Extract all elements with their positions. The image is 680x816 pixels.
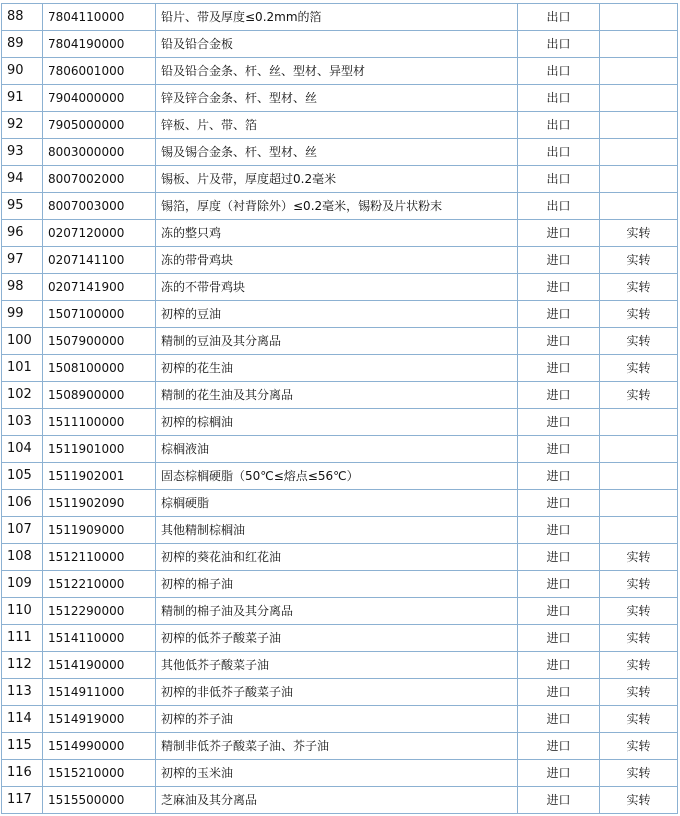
product-name-cell: 铅片、带及厚度≤0.2mm的箔 [156,4,518,31]
product-name-cell: 初榨的芥子油 [156,706,518,733]
table-row [2,787,678,814]
hs-code-cell: 7905000000 [43,112,156,139]
row-number-cell: 90 [2,58,43,85]
trade-direction-cell: 出口 [518,31,600,58]
hs-code-cell: 1514190000 [43,652,156,679]
product-name-cell: 芝麻油及其分离品 [156,787,518,814]
product-name-cell: 初榨的非低芥子酸菜子油 [156,679,518,706]
transfer-mode-cell: 实转 [600,598,678,625]
transfer-mode-cell: 实转 [600,382,678,409]
product-name-cell: 初榨的棉子油 [156,571,518,598]
product-name-cell: 棕榈液油 [156,436,518,463]
table-row [2,463,678,490]
table-row [2,382,678,409]
transfer-mode-cell [600,193,678,220]
trade-direction-cell: 出口 [518,58,600,85]
row-number-cell: 108 [2,544,43,571]
product-name-cell: 其他低芥子酸菜子油 [156,652,518,679]
row-number-cell: 103 [2,409,43,436]
row-number-cell: 109 [2,571,43,598]
product-name-cell: 冻的带骨鸡块 [156,247,518,274]
trade-direction-cell: 进口 [518,247,600,274]
trade-direction-cell: 进口 [518,517,600,544]
product-name-cell: 精制的豆油及其分离品 [156,328,518,355]
trade-direction-cell: 进口 [518,679,600,706]
transfer-mode-cell [600,517,678,544]
trade-direction-cell: 进口 [518,328,600,355]
hs-code-cell: 0207120000 [43,220,156,247]
transfer-mode-cell [600,85,678,112]
transfer-mode-cell [600,139,678,166]
table-row [2,733,678,760]
row-number-cell: 117 [2,787,43,814]
product-name-cell: 棕榈硬脂 [156,490,518,517]
table-row [2,274,678,301]
hs-code-cell: 8003000000 [43,139,156,166]
product-name-cell: 冻的不带骨鸡块 [156,274,518,301]
transfer-mode-cell [600,436,678,463]
row-number-cell: 110 [2,598,43,625]
product-name-cell: 锌及锌合金条、杆、型材、丝 [156,85,518,112]
product-name-cell: 精制的花生油及其分离品 [156,382,518,409]
trade-direction-cell: 进口 [518,652,600,679]
hs-code-cell: 0207141900 [43,274,156,301]
table-row [2,625,678,652]
product-name-cell: 初榨的棕榈油 [156,409,518,436]
hs-code-cell: 1511100000 [43,409,156,436]
transfer-mode-cell: 实转 [600,328,678,355]
table-row [2,436,678,463]
hs-code-cell: 7904000000 [43,85,156,112]
product-name-cell: 初榨的玉米油 [156,760,518,787]
transfer-mode-cell: 实转 [600,625,678,652]
hs-code-cell: 0207141100 [43,247,156,274]
trade-direction-cell: 进口 [518,625,600,652]
product-name-cell: 初榨的葵花油和红花油 [156,544,518,571]
hs-code-cell: 1508900000 [43,382,156,409]
hs-code-cell: 1508100000 [43,355,156,382]
transfer-mode-cell: 实转 [600,274,678,301]
row-number-cell: 95 [2,193,43,220]
product-name-cell: 冻的整只鸡 [156,220,518,247]
transfer-mode-cell: 实转 [600,733,678,760]
trade-direction-cell: 进口 [518,355,600,382]
trade-direction-cell: 进口 [518,382,600,409]
product-name-cell: 初榨的豆油 [156,301,518,328]
transfer-mode-cell [600,463,678,490]
table-row [2,4,678,31]
transfer-mode-cell: 实转 [600,247,678,274]
table-row [2,85,678,112]
product-name-cell: 固态棕榈硬脂（50℃≤熔点≤56℃） [156,463,518,490]
product-name-cell: 初榨的花生油 [156,355,518,382]
trade-direction-cell: 进口 [518,463,600,490]
table-row [2,193,678,220]
transfer-mode-cell [600,112,678,139]
product-name-cell: 锡板、片及带，厚度超过0.2毫米 [156,166,518,193]
table-row [2,760,678,787]
transfer-mode-cell [600,166,678,193]
row-number-cell: 114 [2,706,43,733]
table-row [2,166,678,193]
table-row [2,517,678,544]
hs-code-cell: 1515210000 [43,760,156,787]
hs-code-cell: 1507100000 [43,301,156,328]
hs-code-cell: 1507900000 [43,328,156,355]
table-row [2,544,678,571]
trade-direction-cell: 进口 [518,490,600,517]
hs-code-cell: 1514911000 [43,679,156,706]
row-number-cell: 111 [2,625,43,652]
product-name-cell: 锌板、片、带、箔 [156,112,518,139]
hs-code-cell: 1514110000 [43,625,156,652]
hs-code-cell: 1511902090 [43,490,156,517]
transfer-mode-cell [600,31,678,58]
table-row [2,409,678,436]
trade-direction-cell: 出口 [518,193,600,220]
row-number-cell: 113 [2,679,43,706]
goods-table [1,3,678,814]
trade-direction-cell: 进口 [518,706,600,733]
row-number-cell: 112 [2,652,43,679]
row-number-cell: 94 [2,166,43,193]
table-row [2,247,678,274]
trade-direction-cell: 进口 [518,274,600,301]
table-row [2,706,678,733]
transfer-mode-cell: 实转 [600,706,678,733]
hs-code-cell: 7804190000 [43,31,156,58]
hs-code-cell: 1511909000 [43,517,156,544]
trade-direction-cell: 出口 [518,112,600,139]
row-number-cell: 97 [2,247,43,274]
row-number-cell: 102 [2,382,43,409]
trade-direction-cell: 进口 [518,760,600,787]
row-number-cell: 100 [2,328,43,355]
hs-code-cell: 7804110000 [43,4,156,31]
product-name-cell: 初榨的低芥子酸菜子油 [156,625,518,652]
trade-direction-cell: 进口 [518,220,600,247]
transfer-mode-cell: 实转 [600,355,678,382]
row-number-cell: 116 [2,760,43,787]
hs-code-cell: 1512210000 [43,571,156,598]
trade-direction-cell: 进口 [518,301,600,328]
trade-direction-cell: 出口 [518,166,600,193]
trade-direction-cell: 出口 [518,85,600,112]
row-number-cell: 88 [2,4,43,31]
hs-code-cell: 1514990000 [43,733,156,760]
transfer-mode-cell: 实转 [600,787,678,814]
hs-code-cell: 1511901000 [43,436,156,463]
transfer-mode-cell [600,409,678,436]
hs-code-cell: 8007003000 [43,193,156,220]
row-number-cell: 89 [2,31,43,58]
trade-direction-cell: 进口 [518,544,600,571]
row-number-cell: 106 [2,490,43,517]
transfer-mode-cell: 实转 [600,571,678,598]
trade-direction-cell: 进口 [518,787,600,814]
table-row [2,220,678,247]
row-number-cell: 92 [2,112,43,139]
row-number-cell: 91 [2,85,43,112]
row-number-cell: 101 [2,355,43,382]
table-row [2,328,678,355]
table-row [2,679,678,706]
row-number-cell: 105 [2,463,43,490]
product-name-cell: 其他精制棕榈油 [156,517,518,544]
product-name-cell: 精制非低芥子酸菜子油、芥子油 [156,733,518,760]
table-row [2,571,678,598]
transfer-mode-cell [600,490,678,517]
row-number-cell: 98 [2,274,43,301]
table-row [2,58,678,85]
transfer-mode-cell: 实转 [600,544,678,571]
transfer-mode-cell: 实转 [600,220,678,247]
table-row [2,490,678,517]
table-row [2,652,678,679]
transfer-mode-cell: 实转 [600,679,678,706]
trade-direction-cell: 进口 [518,598,600,625]
hs-code-cell: 1511902001 [43,463,156,490]
product-name-cell: 锡箔，厚度（衬背除外）≤0.2毫米，锡粉及片状粉末 [156,193,518,220]
table-body [2,4,678,814]
row-number-cell: 93 [2,139,43,166]
product-name-cell: 精制的棉子油及其分离品 [156,598,518,625]
transfer-mode-cell: 实转 [600,652,678,679]
table-row [2,139,678,166]
table-row [2,112,678,139]
hs-code-cell: 7806001000 [43,58,156,85]
product-name-cell: 铅及铅合金条、杆、丝、型材、异型材 [156,58,518,85]
row-number-cell: 99 [2,301,43,328]
table-row [2,355,678,382]
row-number-cell: 104 [2,436,43,463]
hs-code-cell: 1515500000 [43,787,156,814]
transfer-mode-cell: 实转 [600,301,678,328]
trade-direction-cell: 进口 [518,436,600,463]
row-number-cell: 115 [2,733,43,760]
table-row [2,598,678,625]
trade-direction-cell: 出口 [518,4,600,31]
table-row [2,31,678,58]
row-number-cell: 107 [2,517,43,544]
trade-direction-cell: 进口 [518,409,600,436]
product-name-cell: 铅及铅合金板 [156,31,518,58]
hs-code-cell: 8007002000 [43,166,156,193]
row-number-cell: 96 [2,220,43,247]
trade-direction-cell: 进口 [518,571,600,598]
transfer-mode-cell: 实转 [600,760,678,787]
hs-code-cell: 1514919000 [43,706,156,733]
transfer-mode-cell [600,58,678,85]
hs-code-cell: 1512110000 [43,544,156,571]
hs-code-cell: 1512290000 [43,598,156,625]
product-name-cell: 锡及锡合金条、杆、型材、丝 [156,139,518,166]
trade-direction-cell: 进口 [518,733,600,760]
table-row [2,301,678,328]
trade-direction-cell: 出口 [518,139,600,166]
transfer-mode-cell [600,4,678,31]
